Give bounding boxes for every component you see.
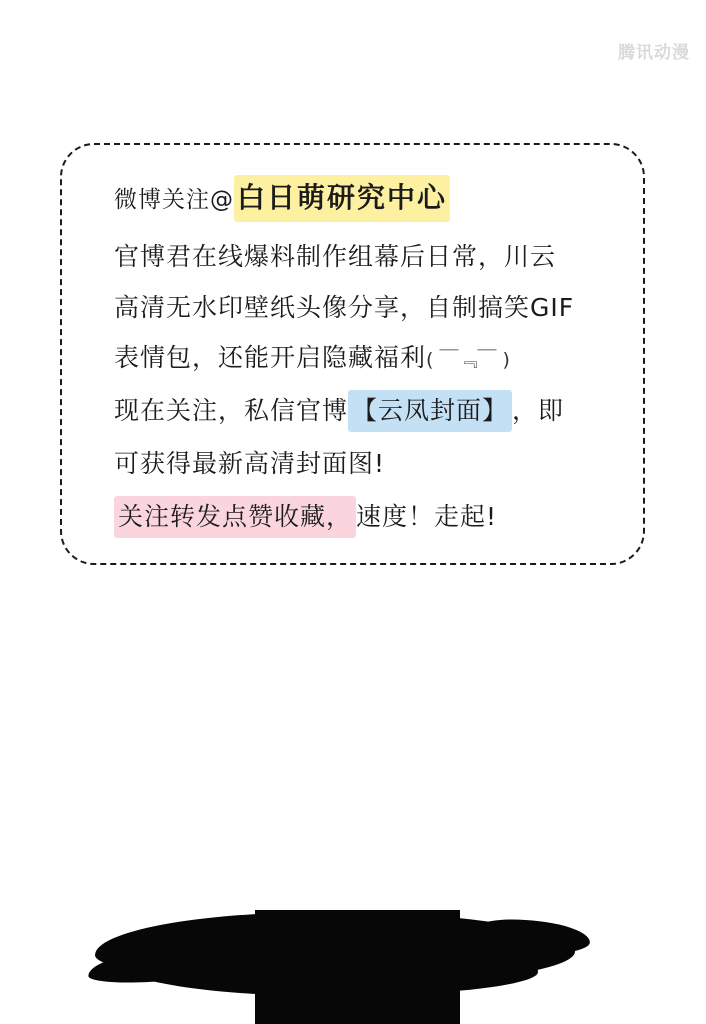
promo-line-4 [114,339,623,377]
kaomoji-face: ( ￣﹃￣ ) [426,349,510,371]
promo-text-block [114,175,623,551]
promo-line-2 [114,238,623,276]
promo-line-6-text: 可获得最新高清封面图! [114,449,386,478]
cover-keyword: 【云凤封面】 [348,390,512,433]
promo-line-3 [114,289,623,327]
promo-line-5-prefix: 现在关注，私信官博 [114,395,349,425]
promo-line-5-suffix: ，即 [512,395,565,425]
call-to-action-tail: 速度！走起! [356,501,498,531]
promo-line-6 [114,445,623,483]
weibo-follow-label: 微博关注@ [114,187,234,213]
promo-line-3-text: 高清无水印壁纸头像分享，自制搞笑GIF [114,292,575,322]
promo-line-1 [114,175,623,222]
promo-card [60,143,645,565]
call-to-action-highlight: 关注转发点赞收藏， [114,496,356,539]
tencent-comic-watermark: 腾讯动漫 [618,43,690,63]
promo-line-5 [114,390,623,433]
ink-solid-block [255,910,460,1024]
promo-line-4-text: 表情包，还能开启隐藏福利 [114,343,427,372]
promo-line-7 [114,496,623,539]
weibo-account-name: 白日萌研究中心 [234,175,450,222]
censor-ink-smear [0,900,706,1024]
promo-line-2-text: 官博君在线爆料制作组幕后日常，川云 [114,242,557,271]
